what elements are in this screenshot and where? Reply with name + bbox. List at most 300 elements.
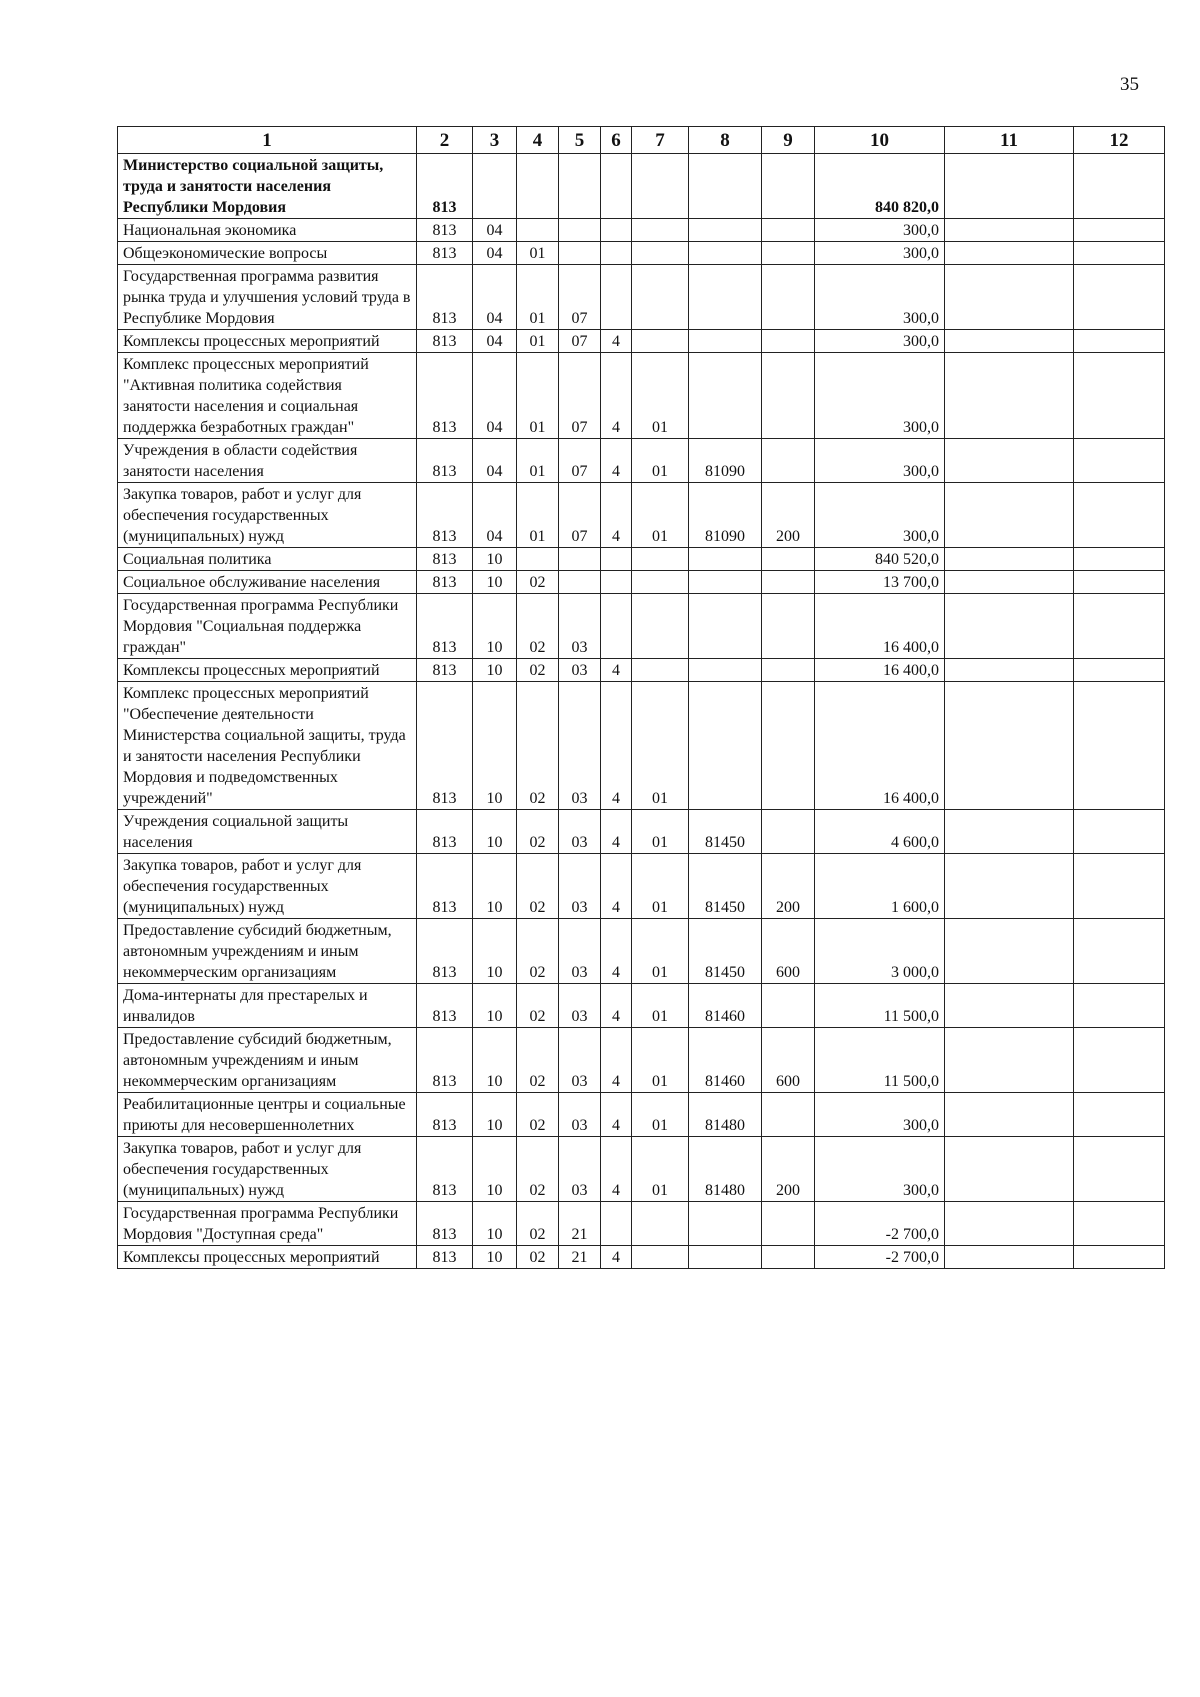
subchapter-code-cell: 02 (517, 1246, 559, 1269)
amount-col12-cell (1074, 810, 1165, 854)
chapter-code-cell: 04 (473, 330, 517, 353)
program-code-cell: 03 (559, 659, 601, 682)
subchapter-code-cell: 01 (517, 265, 559, 330)
amount-col11-cell (945, 919, 1074, 984)
expense-type-cell (762, 219, 815, 242)
item-name-cell: Закупка товаров, работ и услуг для обеспечения государственных (муниципальных) нужд (118, 1137, 417, 1202)
subchapter-code-cell: 01 (517, 330, 559, 353)
subchapter-code-cell: 01 (517, 242, 559, 265)
subprogram-code-cell (632, 594, 689, 659)
chapter-code-cell: 10 (473, 571, 517, 594)
direction-code-cell: 81480 (689, 1093, 762, 1137)
section-code-cell: 813 (417, 1137, 473, 1202)
section-code-cell: 813 (417, 659, 473, 682)
direction-code-cell (689, 265, 762, 330)
program-type-cell: 4 (601, 810, 632, 854)
subprogram-code-cell (632, 219, 689, 242)
section-code-cell: 813 (417, 548, 473, 571)
program-code-cell: 07 (559, 353, 601, 439)
subchapter-code-cell: 01 (517, 483, 559, 548)
program-type-cell: 4 (601, 919, 632, 984)
chapter-code-cell: 04 (473, 353, 517, 439)
amount-col12-cell (1074, 219, 1165, 242)
table-row (118, 682, 1165, 810)
subchapter-code-cell: 02 (517, 919, 559, 984)
budget-table (117, 126, 1165, 1269)
chapter-code-cell: 10 (473, 854, 517, 919)
amount-col12-cell (1074, 854, 1165, 919)
expense-type-cell (762, 682, 815, 810)
amount-col11-cell (945, 571, 1074, 594)
direction-code-cell (689, 1202, 762, 1246)
amount-col12-cell (1074, 353, 1165, 439)
expense-type-cell (762, 242, 815, 265)
expense-type-cell (762, 1093, 815, 1137)
amount-col11-cell (945, 330, 1074, 353)
program-type-cell (601, 154, 632, 219)
chapter-code-cell: 10 (473, 548, 517, 571)
table-body (118, 154, 1165, 1269)
direction-code-cell: 81450 (689, 810, 762, 854)
section-code-cell: 813 (417, 330, 473, 353)
direction-code-cell (689, 330, 762, 353)
table-row (118, 1093, 1165, 1137)
item-name-cell: Реабилитационные центры и социальные приюты для несовершеннолетних (118, 1093, 417, 1137)
amount-col12-cell (1074, 154, 1165, 219)
amount-cell: 3 000,0 (815, 919, 945, 984)
section-code-cell: 813 (417, 483, 473, 548)
amount-col12-cell (1074, 919, 1165, 984)
program-code-cell: 03 (559, 682, 601, 810)
expense-type-cell (762, 353, 815, 439)
expense-type-cell (762, 265, 815, 330)
expense-type-cell (762, 1246, 815, 1269)
program-code-cell: 03 (559, 984, 601, 1028)
program-code-cell: 07 (559, 265, 601, 330)
amount-col11-cell (945, 154, 1074, 219)
program-type-cell (601, 1202, 632, 1246)
program-code-cell (559, 154, 601, 219)
amount-col11-cell (945, 1028, 1074, 1093)
item-name-cell: Комплексы процессных мероприятий (118, 1246, 417, 1269)
section-code-cell: 813 (417, 1093, 473, 1137)
program-code-cell (559, 548, 601, 571)
table-row (118, 810, 1165, 854)
item-name-cell: Национальная экономика (118, 219, 417, 242)
section-code-cell: 813 (417, 219, 473, 242)
chapter-code-cell: 04 (473, 265, 517, 330)
column-header: 7 (632, 127, 689, 154)
amount-col12-cell (1074, 594, 1165, 659)
subchapter-code-cell: 02 (517, 984, 559, 1028)
amount-col11-cell (945, 810, 1074, 854)
direction-code-cell (689, 594, 762, 659)
section-code-cell: 813 (417, 919, 473, 984)
direction-code-cell: 81450 (689, 919, 762, 984)
subchapter-code-cell: 02 (517, 1137, 559, 1202)
program-code-cell: 03 (559, 1028, 601, 1093)
item-name-cell: Предоставление субсидий бюджетным, автономным учреждениям и иным некоммерческим организациям (118, 1028, 417, 1093)
section-code-cell: 813 (417, 439, 473, 483)
table-row (118, 1028, 1165, 1093)
subchapter-code-cell: 02 (517, 1202, 559, 1246)
section-code-cell: 813 (417, 594, 473, 659)
expense-type-cell: 200 (762, 1137, 815, 1202)
expense-type-cell (762, 571, 815, 594)
section-code-cell: 813 (417, 154, 473, 219)
subchapter-code-cell: 02 (517, 1028, 559, 1093)
subprogram-code-cell: 01 (632, 483, 689, 548)
amount-col11-cell (945, 548, 1074, 571)
chapter-code-cell (473, 154, 517, 219)
section-code-cell: 813 (417, 810, 473, 854)
section-code-cell: 813 (417, 353, 473, 439)
chapter-code-cell: 10 (473, 1028, 517, 1093)
section-code-cell: 813 (417, 265, 473, 330)
subchapter-code-cell: 02 (517, 594, 559, 659)
item-name-cell: Учреждения в области содействия занятости населения (118, 439, 417, 483)
direction-code-cell: 81090 (689, 483, 762, 548)
table-row (118, 919, 1165, 984)
expense-type-cell (762, 984, 815, 1028)
subchapter-code-cell (517, 154, 559, 219)
amount-col11-cell (945, 1137, 1074, 1202)
table-row (118, 219, 1165, 242)
program-code-cell: 07 (559, 330, 601, 353)
amount-col12-cell (1074, 1093, 1165, 1137)
section-code-cell: 813 (417, 984, 473, 1028)
subprogram-code-cell (632, 330, 689, 353)
amount-cell: 300,0 (815, 265, 945, 330)
amount-cell: 1 600,0 (815, 854, 945, 919)
program-type-cell: 4 (601, 1028, 632, 1093)
page-number: 35 (1120, 74, 1139, 95)
amount-col11-cell (945, 682, 1074, 810)
chapter-code-cell: 10 (473, 659, 517, 682)
amount-cell: 300,0 (815, 483, 945, 548)
amount-cell: 300,0 (815, 1093, 945, 1137)
direction-code-cell (689, 1246, 762, 1269)
program-type-cell: 4 (601, 439, 632, 483)
program-type-cell (601, 594, 632, 659)
table-row (118, 1137, 1165, 1202)
subprogram-code-cell: 01 (632, 810, 689, 854)
item-name-cell: Государственная программа развития рынка труда и улучшения условий труда в Республике Мордовия (118, 265, 417, 330)
section-code-cell: 813 (417, 854, 473, 919)
subchapter-code-cell: 02 (517, 854, 559, 919)
subprogram-code-cell: 01 (632, 682, 689, 810)
amount-cell: 300,0 (815, 219, 945, 242)
amount-col11-cell (945, 353, 1074, 439)
expense-type-cell (762, 330, 815, 353)
amount-col11-cell (945, 984, 1074, 1028)
amount-col12-cell (1074, 659, 1165, 682)
column-header: 5 (559, 127, 601, 154)
column-header: 6 (601, 127, 632, 154)
table-row (118, 1202, 1165, 1246)
amount-col12-cell (1074, 265, 1165, 330)
amount-col11-cell (945, 483, 1074, 548)
amount-col11-cell (945, 242, 1074, 265)
subchapter-code-cell (517, 548, 559, 571)
direction-code-cell: 81480 (689, 1137, 762, 1202)
section-code-cell: 813 (417, 1246, 473, 1269)
subprogram-code-cell (632, 242, 689, 265)
table-row (118, 854, 1165, 919)
program-code-cell (559, 219, 601, 242)
section-code-cell: 813 (417, 571, 473, 594)
table-header-row (118, 127, 1165, 154)
item-name-cell: Социальная политика (118, 548, 417, 571)
subprogram-code-cell (632, 659, 689, 682)
amount-cell: -2 700,0 (815, 1246, 945, 1269)
expense-type-cell (762, 659, 815, 682)
subprogram-code-cell: 01 (632, 439, 689, 483)
program-code-cell: 07 (559, 483, 601, 548)
expense-type-cell: 200 (762, 483, 815, 548)
subchapter-code-cell: 02 (517, 659, 559, 682)
chapter-code-cell: 04 (473, 439, 517, 483)
table-row (118, 984, 1165, 1028)
item-name-cell: Комплекс процессных мероприятий "Активная политика содействия занятости населения и социальная поддержка безработных граждан" (118, 353, 417, 439)
section-code-cell: 813 (417, 1202, 473, 1246)
table-row (118, 548, 1165, 571)
program-type-cell: 4 (601, 330, 632, 353)
amount-cell: 4 600,0 (815, 810, 945, 854)
subchapter-code-cell: 02 (517, 1093, 559, 1137)
table-row (118, 439, 1165, 483)
program-code-cell: 03 (559, 1137, 601, 1202)
chapter-code-cell: 10 (473, 810, 517, 854)
table-row (118, 265, 1165, 330)
chapter-code-cell: 10 (473, 984, 517, 1028)
program-type-cell: 4 (601, 1093, 632, 1137)
program-code-cell: 03 (559, 919, 601, 984)
expense-type-cell (762, 810, 815, 854)
amount-cell: 300,0 (815, 242, 945, 265)
expense-type-cell: 600 (762, 1028, 815, 1093)
subchapter-code-cell: 02 (517, 571, 559, 594)
expense-type-cell (762, 1202, 815, 1246)
subprogram-code-cell: 01 (632, 353, 689, 439)
item-name-cell: Социальное обслуживание населения (118, 571, 417, 594)
subprogram-code-cell (632, 571, 689, 594)
amount-cell: 840 520,0 (815, 548, 945, 571)
amount-col12-cell (1074, 483, 1165, 548)
chapter-code-cell: 10 (473, 1246, 517, 1269)
program-type-cell: 4 (601, 1137, 632, 1202)
item-name-cell: Комплексы процессных мероприятий (118, 330, 417, 353)
amount-cell: -2 700,0 (815, 1202, 945, 1246)
direction-code-cell (689, 154, 762, 219)
program-type-cell: 4 (601, 854, 632, 919)
program-code-cell: 07 (559, 439, 601, 483)
table-row (118, 659, 1165, 682)
item-name-cell: Государственная программа Республики Мордовия "Доступная среда" (118, 1202, 417, 1246)
subchapter-code-cell: 02 (517, 682, 559, 810)
amount-cell: 300,0 (815, 330, 945, 353)
program-type-cell (601, 548, 632, 571)
column-header: 10 (815, 127, 945, 154)
chapter-code-cell: 10 (473, 1137, 517, 1202)
item-name-cell: Закупка товаров, работ и услуг для обеспечения государственных (муниципальных) нужд (118, 483, 417, 548)
program-type-cell: 4 (601, 984, 632, 1028)
amount-cell: 300,0 (815, 439, 945, 483)
table-row (118, 594, 1165, 659)
column-header: 11 (945, 127, 1074, 154)
direction-code-cell: 81450 (689, 854, 762, 919)
program-code-cell: 21 (559, 1246, 601, 1269)
subprogram-code-cell: 01 (632, 984, 689, 1028)
amount-cell: 11 500,0 (815, 984, 945, 1028)
amount-cell: 16 400,0 (815, 659, 945, 682)
amount-cell: 13 700,0 (815, 571, 945, 594)
amount-cell: 16 400,0 (815, 594, 945, 659)
subprogram-code-cell: 01 (632, 854, 689, 919)
amount-cell: 11 500,0 (815, 1028, 945, 1093)
subprogram-code-cell (632, 1202, 689, 1246)
table-row (118, 353, 1165, 439)
program-type-cell: 4 (601, 1246, 632, 1269)
subprogram-code-cell: 01 (632, 1028, 689, 1093)
program-code-cell (559, 571, 601, 594)
subprogram-code-cell (632, 1246, 689, 1269)
item-name-cell: Учреждения социальной защиты населения (118, 810, 417, 854)
program-code-cell: 21 (559, 1202, 601, 1246)
direction-code-cell (689, 353, 762, 439)
expense-type-cell (762, 439, 815, 483)
chapter-code-cell: 10 (473, 1202, 517, 1246)
amount-col12-cell (1074, 548, 1165, 571)
amount-col12-cell (1074, 984, 1165, 1028)
amount-col12-cell (1074, 1137, 1165, 1202)
amount-cell: 300,0 (815, 1137, 945, 1202)
column-header: 2 (417, 127, 473, 154)
amount-col12-cell (1074, 439, 1165, 483)
program-code-cell: 03 (559, 594, 601, 659)
chapter-code-cell: 04 (473, 242, 517, 265)
amount-col12-cell (1074, 1028, 1165, 1093)
section-code-cell: 813 (417, 1028, 473, 1093)
amount-col11-cell (945, 219, 1074, 242)
item-name-cell: Закупка товаров, работ и услуг для обеспечения государственных (муниципальных) нужд (118, 854, 417, 919)
program-type-cell (601, 265, 632, 330)
expense-type-cell (762, 154, 815, 219)
table-row (118, 1246, 1165, 1269)
section-code-cell: 813 (417, 242, 473, 265)
subprogram-code-cell: 01 (632, 919, 689, 984)
program-type-cell: 4 (601, 682, 632, 810)
column-header: 9 (762, 127, 815, 154)
column-header: 1 (118, 127, 417, 154)
program-code-cell: 03 (559, 810, 601, 854)
program-code-cell (559, 242, 601, 265)
direction-code-cell (689, 219, 762, 242)
direction-code-cell: 81460 (689, 984, 762, 1028)
chapter-code-cell: 10 (473, 919, 517, 984)
subprogram-code-cell: 01 (632, 1137, 689, 1202)
table-row (118, 242, 1165, 265)
amount-col11-cell (945, 594, 1074, 659)
column-header: 12 (1074, 127, 1165, 154)
amount-col12-cell (1074, 242, 1165, 265)
chapter-code-cell: 04 (473, 483, 517, 548)
amount-col11-cell (945, 854, 1074, 919)
program-type-cell: 4 (601, 483, 632, 548)
chapter-code-cell: 10 (473, 1093, 517, 1137)
amount-cell: 16 400,0 (815, 682, 945, 810)
direction-code-cell (689, 659, 762, 682)
direction-code-cell (689, 548, 762, 571)
amount-col11-cell (945, 659, 1074, 682)
subprogram-code-cell: 01 (632, 1093, 689, 1137)
column-header: 8 (689, 127, 762, 154)
direction-code-cell: 81460 (689, 1028, 762, 1093)
amount-col11-cell (945, 1246, 1074, 1269)
chapter-code-cell: 10 (473, 594, 517, 659)
amount-col12-cell (1074, 571, 1165, 594)
subprogram-code-cell (632, 265, 689, 330)
program-type-cell (601, 242, 632, 265)
subchapter-code-cell: 01 (517, 439, 559, 483)
table-row (118, 330, 1165, 353)
amount-col11-cell (945, 1093, 1074, 1137)
table-row (118, 483, 1165, 548)
program-type-cell (601, 571, 632, 594)
section-code-cell: 813 (417, 682, 473, 810)
column-header: 4 (517, 127, 559, 154)
item-name-cell: Дома-интернаты для престарелых и инвалидов (118, 984, 417, 1028)
amount-cell: 300,0 (815, 353, 945, 439)
table-row (118, 154, 1165, 219)
amount-col11-cell (945, 265, 1074, 330)
amount-col11-cell (945, 1202, 1074, 1246)
item-name-cell: Предоставление субсидий бюджетным, автономным учреждениям и иным некоммерческим организациям (118, 919, 417, 984)
direction-code-cell (689, 242, 762, 265)
amount-col12-cell (1074, 1246, 1165, 1269)
program-code-cell: 03 (559, 854, 601, 919)
amount-cell: 840 820,0 (815, 154, 945, 219)
item-name-cell: Комплексы процессных мероприятий (118, 659, 417, 682)
item-name-cell: Общеэкономические вопросы (118, 242, 417, 265)
expense-type-cell (762, 594, 815, 659)
expense-type-cell: 600 (762, 919, 815, 984)
amount-col12-cell (1074, 330, 1165, 353)
chapter-code-cell: 04 (473, 219, 517, 242)
program-type-cell: 4 (601, 659, 632, 682)
amount-col11-cell (945, 439, 1074, 483)
subprogram-code-cell (632, 548, 689, 571)
chapter-code-cell: 10 (473, 682, 517, 810)
direction-code-cell (689, 571, 762, 594)
item-name-cell: Министерство социальной защиты, труда и занятости населения Республики Мордовия (118, 154, 417, 219)
item-name-cell: Государственная программа Республики Мордовия "Социальная поддержка граждан" (118, 594, 417, 659)
direction-code-cell: 81090 (689, 439, 762, 483)
subchapter-code-cell: 01 (517, 353, 559, 439)
expense-type-cell (762, 548, 815, 571)
subchapter-code-cell (517, 219, 559, 242)
subprogram-code-cell (632, 154, 689, 219)
program-type-cell (601, 219, 632, 242)
table-row (118, 571, 1165, 594)
program-type-cell: 4 (601, 353, 632, 439)
item-name-cell: Комплекс процессных мероприятий "Обеспечение деятельности Министерства социальной защиты, труда и занятости населения Республики Мордовия и подведомственных учреждений" (118, 682, 417, 810)
direction-code-cell (689, 682, 762, 810)
amount-col12-cell (1074, 1202, 1165, 1246)
program-code-cell: 03 (559, 1093, 601, 1137)
expense-type-cell: 200 (762, 854, 815, 919)
subchapter-code-cell: 02 (517, 810, 559, 854)
